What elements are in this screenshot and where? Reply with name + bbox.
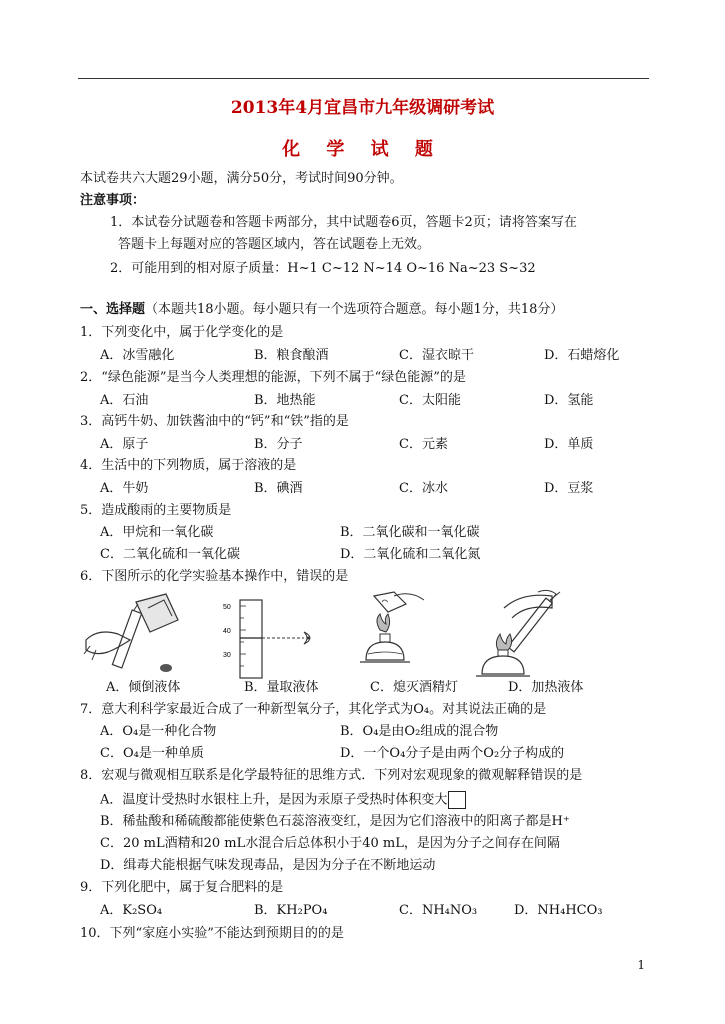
q2-stem: 2．“绿色能源”是当今人类理想的能源，下列不属于“绿色能源”的是	[80, 370, 466, 385]
q6-option-d: D．加热液体	[508, 680, 584, 695]
alcohol-lamp-figure	[344, 590, 434, 680]
q6-option-a: A．倾倒液体	[106, 680, 181, 695]
heating-liquid-figure	[464, 588, 574, 680]
q9-option-c: C．NH₄NO₃	[399, 903, 478, 918]
section-1-label: 一、选择题	[80, 302, 146, 317]
note-1-line-2: 答题卡上每题对应的答题区域内，答在试题卷上无效。	[118, 237, 431, 252]
q9-option-b: B．KH₂PO₄	[254, 903, 328, 918]
q3-option-a: A．原子	[100, 437, 149, 452]
q3-option-d: D．单质	[544, 437, 594, 452]
notes-heading: 注意事项：	[80, 193, 146, 208]
q4-option-b: B．碘酒	[254, 481, 303, 496]
page-number: 1	[637, 958, 645, 972]
note-2: 2．可能用到的相对原子质量：H~1 C~12 N~14 O~16 Na~23 S~32	[110, 261, 536, 276]
cylinder-tick-30: 30	[223, 652, 231, 659]
cylinder-tick-50: 50	[223, 604, 231, 611]
answer-box[interactable]	[448, 791, 466, 809]
q6-option-b: B．量取液体	[244, 680, 319, 695]
q4-stem: 4．生活中的下列物质，属于溶液的是	[80, 458, 297, 473]
q3-stem: 3．高钙牛奶、加铁酱油中的“钙”和“铁”指的是	[80, 414, 349, 429]
q5-option-b: B．二氧化碳和一氧化碳	[340, 525, 480, 540]
q9-stem: 9．下列化肥中，属于复合肥料的是	[80, 880, 284, 895]
q7-option-b: B．O₄是由O₂组成的混合物	[340, 724, 499, 739]
note-1-line-1: 1．本试卷分试题卷和答题卡两部分，其中试题卷6页，答题卡2页；请将答案写在	[110, 215, 577, 230]
q9-option-a: A．K₂SO₄	[100, 903, 163, 918]
q8-option-a-row	[100, 791, 466, 809]
q8-stem: 8．宏观与微观相互联系是化学最特征的思维方式．下列对宏观现象的微观解释错误的是	[80, 768, 583, 783]
section-1-desc: （本题共18小题。每小题只有一个选项符合题意。每小题1分，共18分）	[145, 302, 564, 317]
q2-option-d: D．氢能	[544, 393, 594, 408]
q8-option-a: A．温度计受热时水银柱上升，是因为汞原子受热时体积变大	[100, 792, 448, 808]
intro-text: 本试卷共六大题29小题，满分50分，考试时间90分钟。	[80, 171, 403, 186]
q4-option-d: D．豆浆	[544, 481, 594, 496]
q7-option-c: C．O₄是一种单质	[100, 746, 204, 761]
q1-option-b: B．粮食酿酒	[254, 348, 329, 363]
q5-stem: 5．造成酸雨的主要物质是	[80, 503, 232, 518]
q8-option-b: B．稀盐酸和稀硫酸都能使紫色石蕊溶液变红，是因为它们溶液中的阳离子都是H⁺	[100, 814, 570, 829]
q2-option-a: A．石油	[100, 393, 149, 408]
pouring-liquid-figure	[78, 590, 188, 680]
q1-option-d: D．石蜡熔化	[544, 348, 620, 363]
q3-option-c: C．元素	[399, 437, 448, 452]
q3-option-b: B．分子	[254, 437, 303, 452]
q1-option-c: C．湿衣晾干	[399, 348, 474, 363]
q9-option-d: D．NH₄HCO₃	[514, 903, 603, 918]
q10-stem: 10．下列“家庭小实验”不能达到预期目的的是	[80, 926, 344, 941]
q6-stem: 6．下图所示的化学实验基本操作中，错误的是	[80, 569, 349, 584]
q1-option-a: A．冰雪融化	[100, 348, 175, 363]
q7-option-d: D．一个O₄分子是由两个O₂分子构成的	[340, 746, 565, 761]
q8-option-d: D．缉毒犬能根据气味发现毒品，是因为分子在不断地运动	[100, 858, 436, 873]
q6-option-c: C．熄灭酒精灯	[370, 680, 458, 695]
q4-option-c: C．冰水	[399, 481, 448, 496]
exam-subtitle: 化 学 试 题	[282, 139, 443, 160]
q7-stem: 7．意大利科学家最近合成了一种新型氧分子，其化学式为O₄。对其说法正确的是	[80, 702, 547, 717]
q8-option-c: C．20 mL酒精和20 mL水混合后总体积小于40 mL，是因为分子之间存在间隔	[100, 836, 560, 851]
graduated-cylinder-figure	[222, 594, 322, 682]
q5-option-d: D．二氧化硫和二氧化氮	[340, 547, 481, 562]
exam-title: 2013年4月宜昌市九年级调研考试	[230, 98, 495, 118]
q5-option-a: A．甲烷和一氧化碳	[100, 525, 214, 540]
header-rule	[78, 78, 649, 79]
q1-stem: 1．下列变化中，属于化学变化的是	[80, 325, 284, 340]
q2-option-c: C．太阳能	[399, 393, 461, 408]
cylinder-tick-40: 40	[223, 628, 231, 635]
q4-option-a: A．牛奶	[100, 481, 149, 496]
section-1-heading	[80, 302, 563, 318]
q5-option-c: C．二氧化硫和一氧化碳	[100, 547, 240, 562]
q2-option-b: B．地热能	[254, 393, 316, 408]
q7-option-a: A．O₄是一种化合物	[100, 724, 217, 739]
